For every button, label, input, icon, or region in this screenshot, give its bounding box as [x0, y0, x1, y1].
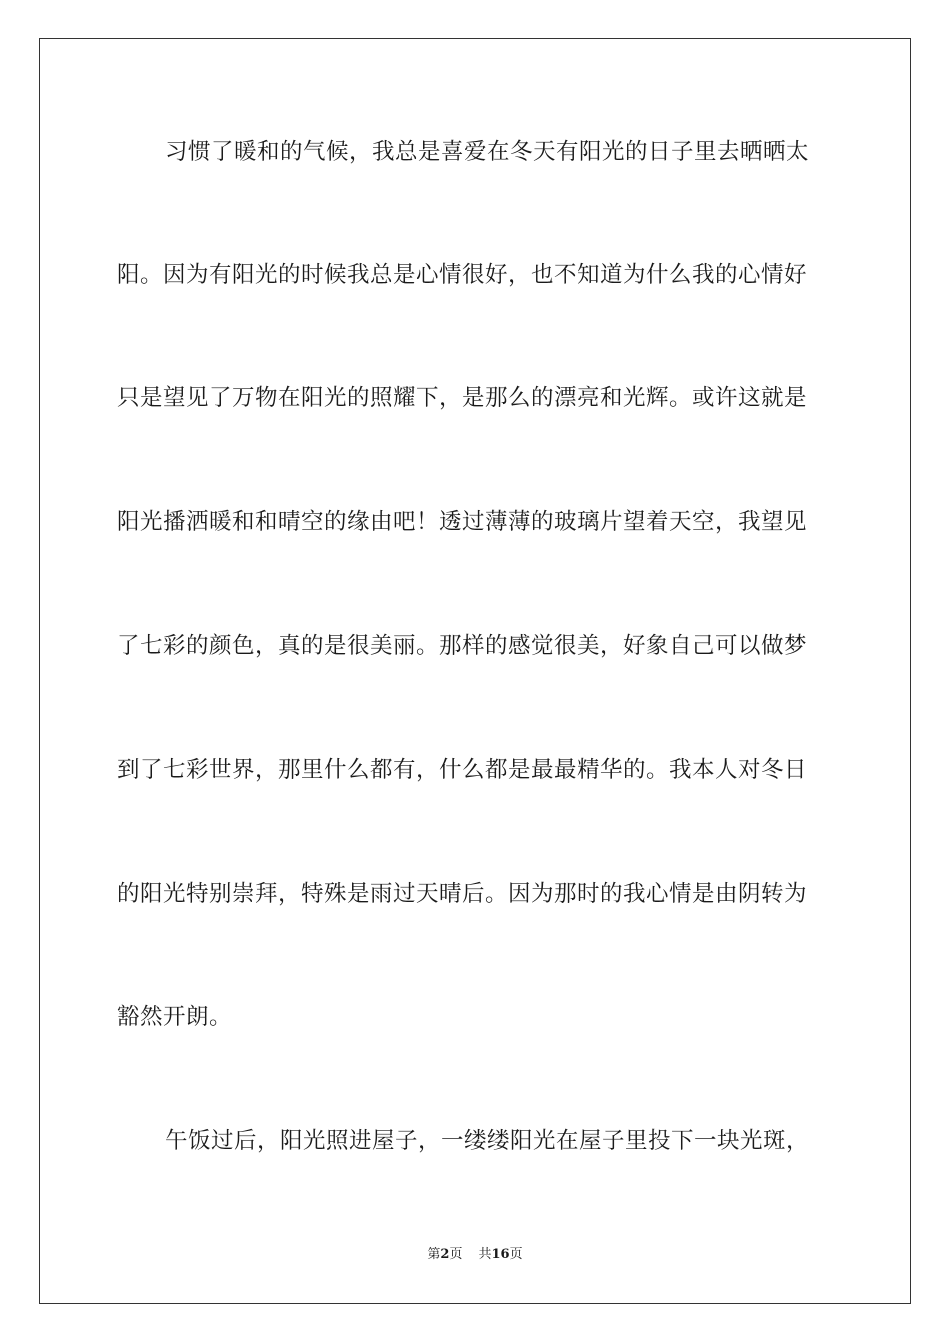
paragraph-line: 阳。因为有阳光的时候我总是心情很好，也不知道为什么我的心情好	[117, 262, 808, 288]
paragraph-line: 只是望见了万物在阳光的照耀下，是那么的漂亮和光辉。或许这就是	[117, 385, 808, 411]
paragraph-line: 豁然开朗。	[117, 1004, 233, 1030]
page-prefix: 第	[427, 1247, 441, 1262]
page-suffix: 页	[449, 1247, 463, 1262]
total-prefix: 共	[478, 1247, 492, 1262]
page-number: 2	[440, 1247, 450, 1262]
paragraph-line: 阳光播洒暖和和晴空的缘由吧！透过薄薄的玻璃片望着天空，我望见	[117, 509, 808, 535]
total-suffix: 页	[509, 1247, 523, 1262]
page-border	[39, 38, 911, 1304]
paragraph-line: 习惯了暖和的气候，我总是喜爱在冬天有阳光的日子里去晒晒太	[165, 139, 810, 165]
paragraph-line: 到了七彩世界，那里什么都有，什么都是最最精华的。我本人对冬日	[117, 757, 808, 783]
paragraph-line: 的阳光特别崇拜，特殊是雨过天晴后。因为那时的我心情是由阴转为	[117, 881, 808, 907]
paragraph-line: 了七彩的颜色，真的是很美丽。那样的感觉很美，好象自己可以做梦	[117, 633, 808, 659]
paragraph-line: 午饭过后，阳光照进屋子，一缕缕阳光在屋子里投下一块光斑，	[165, 1128, 810, 1154]
total-pages: 16	[491, 1247, 510, 1262]
page-footer	[0, 1246, 950, 1264]
